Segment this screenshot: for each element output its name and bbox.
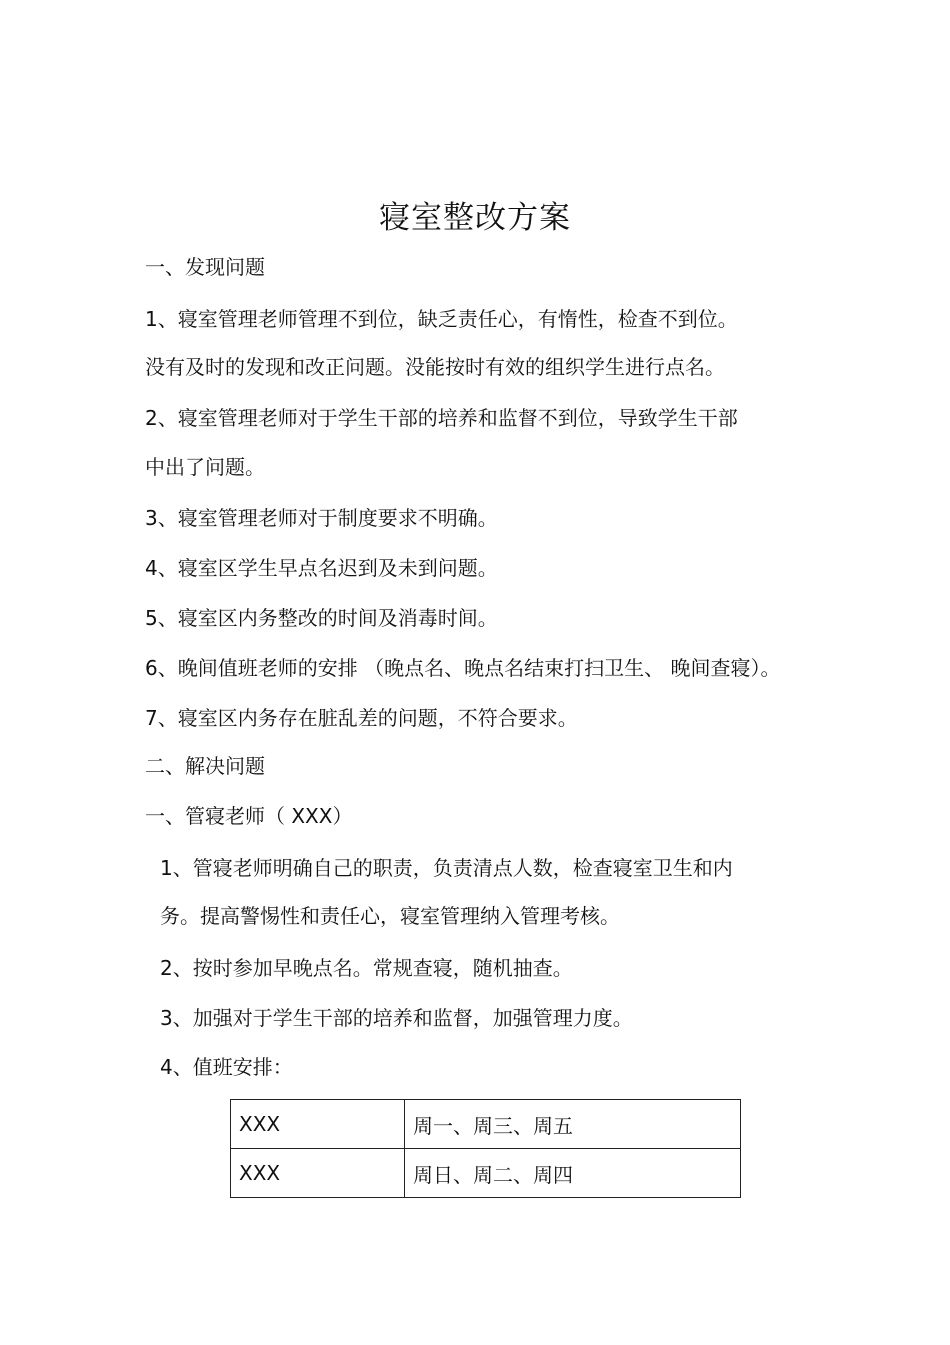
solution-line: 4、值班安排：: [160, 1055, 293, 1079]
problem-line: 4、寝室区学生早点名迟到及未到问题。: [145, 556, 498, 580]
solution-line: 务。提高警惕性和责任心，寝室管理纳入管理考核。: [160, 904, 620, 928]
problem-line: 7、寝室区内务存在脏乱差的问题，不符合要求。: [145, 706, 578, 730]
duty-schedule-table: [230, 1099, 741, 1198]
problem-line: 6、晚间值班老师的安排 （晚点名、晚点名结束打扫卫生、 晚间查寝）。: [145, 656, 781, 680]
table-row: [231, 1100, 741, 1149]
subsection-heading-dorm-teacher: 一、管寝老师（ XXX）: [145, 804, 353, 828]
problem-line: 1、寝室管理老师管理不到位，缺乏责任心，有惰性，检查不到位。: [145, 307, 738, 331]
duty-teacher-name: XXX: [231, 1149, 405, 1198]
duty-days: 周一、周三、周五: [405, 1100, 741, 1149]
problem-line: 没有及时的发现和改正问题。没能按时有效的组织学生进行点名。: [145, 355, 725, 379]
problem-line: 5、寝室区内务整改的时间及消毒时间。: [145, 606, 498, 630]
solution-line: 3、加强对于学生干部的培养和监督，加强管理力度。: [160, 1006, 633, 1030]
problem-line: 2、寝室管理老师对于学生干部的培养和监督不到位，导致学生干部: [145, 406, 738, 430]
table-row: [231, 1149, 741, 1198]
problem-line: 中出了问题。: [145, 455, 265, 479]
duty-teacher-name: XXX: [231, 1100, 405, 1149]
document-title: 寝室整改方案: [379, 200, 571, 236]
solution-line: 1、管寝老师明确自己的职责，负责清点人数，检查寝室卫生和内: [160, 856, 733, 880]
section-heading-solutions: 二、解决问题: [145, 754, 265, 778]
solution-line: 2、按时参加早晚点名。常规查寝，随机抽查。: [160, 956, 573, 980]
section-heading-problems: 一、发现问题: [145, 255, 265, 279]
problem-line: 3、寝室管理老师对于制度要求不明确。: [145, 506, 498, 530]
duty-days: 周日、周二、周四: [405, 1149, 741, 1198]
